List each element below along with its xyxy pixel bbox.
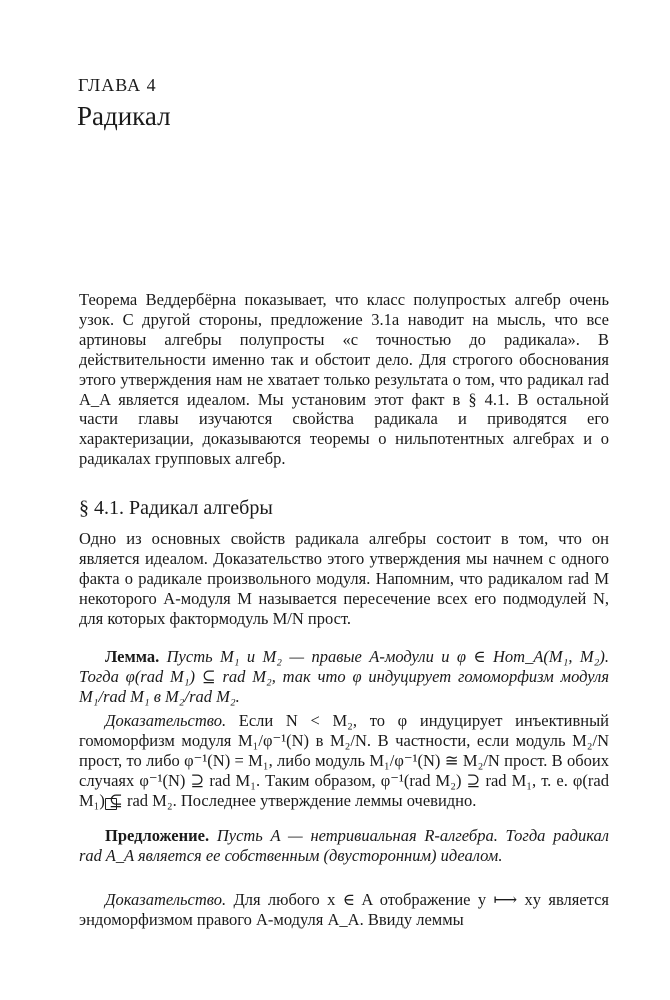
- lemma-label: Лемма.: [105, 647, 160, 666]
- chapter-title: Радикал: [77, 101, 171, 131]
- lemma-proof-text: Если N < M₂, то φ индуцирует инъективный гомоморфизм модуля M₁/φ⁻¹(N) в M₂/N. В частности, если модуль M₂/N прост, то либо φ⁻¹(N) = M₁, либо модуль M₁/φ⁻¹(N) ≅ M₂/N прост. В обоих случаях φ⁻¹(N) ⊇ rad M₁. Таким образом, φ⁻¹(rad M₂) ⊇ rad M₁, т. е. φ(rad M₁) ⊆ rad M₂. Последнее утверждение леммы очевидно.: [79, 711, 609, 810]
- qed-square-icon: [105, 798, 117, 810]
- section-heading: § 4.1. Радикал алгебры: [79, 497, 273, 519]
- proposition-paragraph: [79, 826, 609, 866]
- proposition-proof-label: Доказательство.: [105, 890, 227, 909]
- lemma-proof-label: Доказательство.: [105, 711, 227, 730]
- chapter-label: ГЛАВА 4: [78, 75, 157, 95]
- lemma-paragraph: [79, 647, 609, 707]
- section-paragraph: Одно из основных свойств радикала алгебры состоит в том, что он является идеалом. Доказательство этого утверждения мы начнем с одного факта о радикале произвольного модуля. Напомним, что радикалом rad M некоторого A-модуля M называется пересечение всех его подмодулей N, для которых фактормодуль M/N прост.: [79, 529, 609, 628]
- proposition-proof-paragraph: [79, 890, 609, 930]
- proposition-text: Пусть A — нетривиальная R-алгебра. Тогда радикал rad A_A является ее собственным (двусторонним) идеалом.: [79, 826, 609, 865]
- intro-paragraph: Теорема Веддербёрна показывает, что класс полупростых алгебр очень узок. С другой стороны, предложение 3.1а наводит на мысль, что все артиновы алгебры полупросты «с точностью до радикала». В действительности именно так и обстоит дело. Для строгого обоснования этого утверждения нам не хватает только результата о том, что радикал rad A_A является идеалом. Мы установим этот факт в § 4.1. В остальной части главы изучаются свойства радикала и приводятся его характеризации, доказываются теоремы о нильпотентных алгебрах и о радикалах групповых алгебр.: [79, 290, 609, 469]
- proposition-proof-text: Для любого x ∈ A отображение y ⟼ xy является эндоморфизмом правого A-модуля A_A. Ввиду леммы: [79, 890, 609, 929]
- lemma-text: Пусть M₁ и M₂ — правые A-модули и φ ∈ Hom_A(M₁, M₂). Тогда φ(rad M₁) ⊆ rad M₂, так что φ индуцирует гомоморфизм модуля M₁/rad M₁ в M₂/rad M₂.: [79, 647, 609, 706]
- proposition-label: Предложение.: [105, 826, 210, 845]
- lemma-proof-paragraph: [79, 711, 609, 811]
